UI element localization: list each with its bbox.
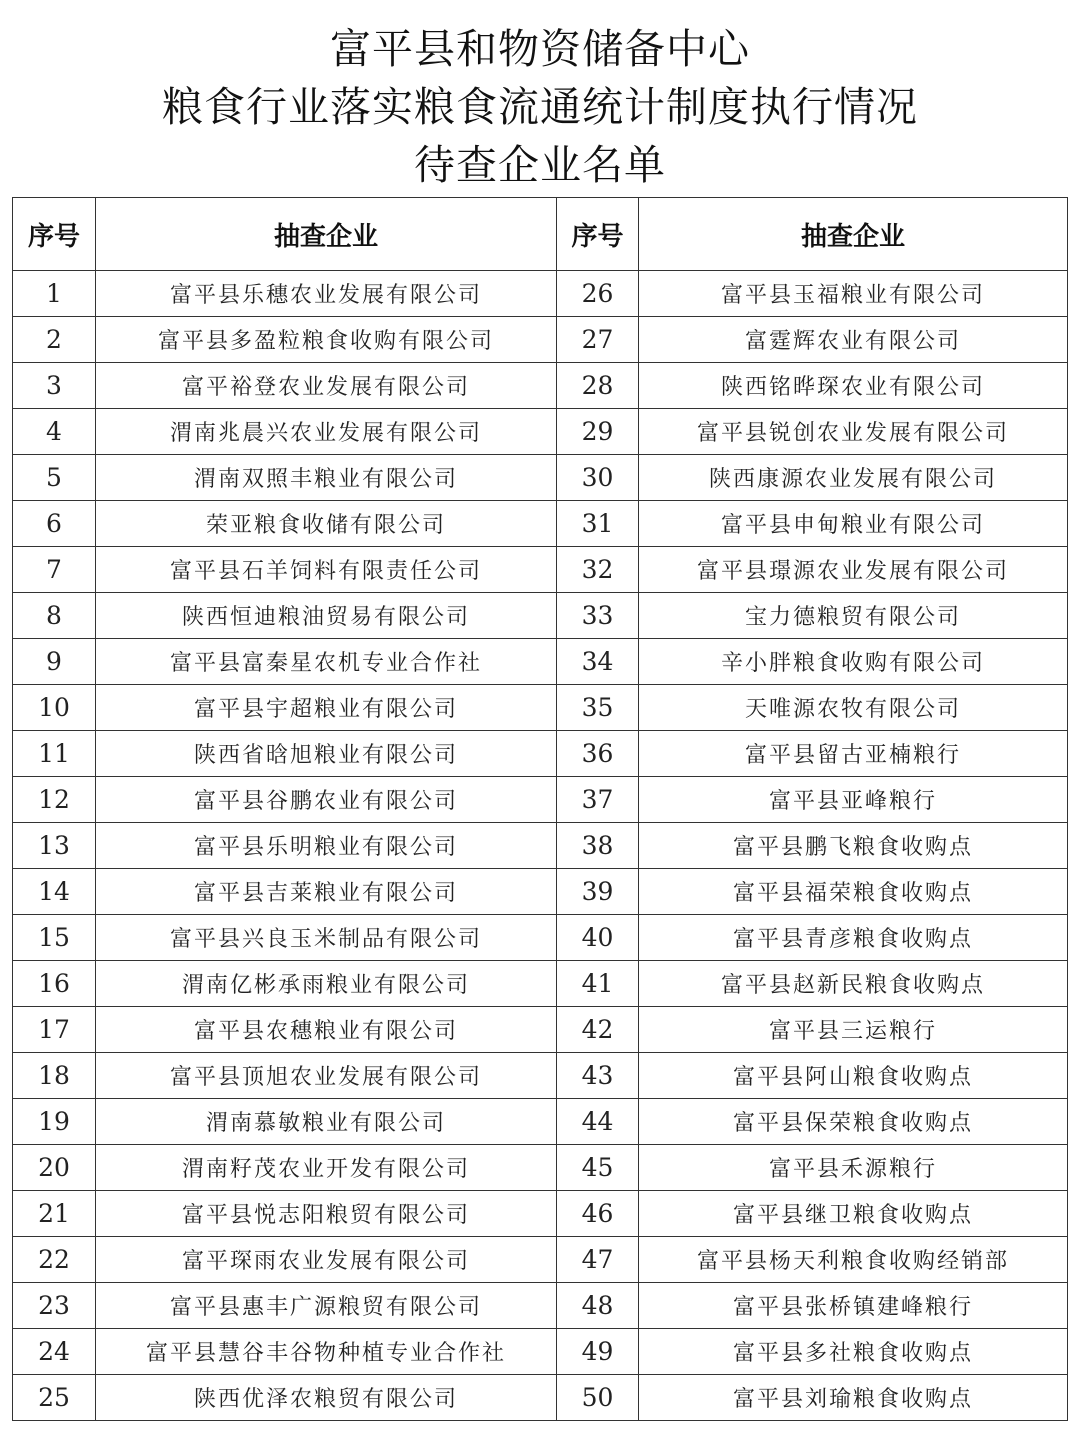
title-line-2: 粮食行业落实粮食流通统计制度执行情况 <box>162 83 918 131</box>
row-company-right: 富平县鹏飞粮食收购点 <box>639 823 1068 869</box>
row-seq-right: 36 <box>557 731 639 777</box>
row-seq-right: 42 <box>557 1007 639 1053</box>
row-company-right: 富平县刘瑜粮食收购点 <box>639 1375 1068 1421</box>
row-company-left: 富平裕登农业发展有限公司 <box>96 363 557 409</box>
row-company-right: 富平县留古亚楠粮行 <box>639 731 1068 777</box>
row-company-left: 富平县吉莱粮业有限公司 <box>96 869 557 915</box>
row-seq-left: 2 <box>13 317 96 363</box>
table-row <box>13 1237 1068 1283</box>
row-company-left: 富平县富秦星农机专业合作社 <box>96 639 557 685</box>
table-row <box>13 317 1068 363</box>
row-company-left: 富平县石羊饲料有限责任公司 <box>96 547 557 593</box>
row-company-left: 渭南亿彬承雨粮业有限公司 <box>96 961 557 1007</box>
row-seq-right: 38 <box>557 823 639 869</box>
row-company-right: 天唯源农牧有限公司 <box>639 685 1068 731</box>
row-company-right: 富平县璟源农业发展有限公司 <box>639 547 1068 593</box>
row-company-right: 富平县阿山粮食收购点 <box>639 1053 1068 1099</box>
row-company-right: 富平县继卫粮食收购点 <box>639 1191 1068 1237</box>
row-company-right: 富平县福荣粮食收购点 <box>639 869 1068 915</box>
row-seq-left: 5 <box>13 455 96 501</box>
row-seq-left: 19 <box>13 1099 96 1145</box>
row-seq-right: 39 <box>557 869 639 915</box>
row-company-right: 富平县申甸粮业有限公司 <box>639 501 1068 547</box>
row-company-right: 富平县多社粮食收购点 <box>639 1329 1068 1375</box>
row-seq-right: 40 <box>557 915 639 961</box>
table-row <box>13 685 1068 731</box>
header-company-right: 抽查企业 <box>639 198 1068 271</box>
enterprise-list-table <box>12 197 1068 1421</box>
row-seq-left: 3 <box>13 363 96 409</box>
header-company-left: 抽查企业 <box>96 198 557 271</box>
row-seq-left: 15 <box>13 915 96 961</box>
table-row <box>13 409 1068 455</box>
row-company-left: 陕西优泽农粮贸有限公司 <box>96 1375 557 1421</box>
table-row <box>13 823 1068 869</box>
row-company-right: 富平县亚峰粮行 <box>639 777 1068 823</box>
row-seq-right: 48 <box>557 1283 639 1329</box>
row-company-left: 富平县多盈粒粮食收购有限公司 <box>96 317 557 363</box>
header-row <box>13 198 1068 271</box>
table-row <box>13 1329 1068 1375</box>
row-company-right: 富平县赵新民粮食收购点 <box>639 961 1068 1007</box>
row-seq-right: 27 <box>557 317 639 363</box>
table-row <box>13 547 1068 593</box>
title-line-3: 待查企业名单 <box>414 141 666 189</box>
row-seq-right: 33 <box>557 593 639 639</box>
table-row <box>13 1145 1068 1191</box>
row-seq-left: 13 <box>13 823 96 869</box>
row-company-right: 富平县杨天利粮食收购经销部 <box>639 1237 1068 1283</box>
row-seq-left: 10 <box>13 685 96 731</box>
row-company-left: 富平县惠丰广源粮贸有限公司 <box>96 1283 557 1329</box>
row-seq-left: 6 <box>13 501 96 547</box>
row-company-left: 富平县慧谷丰谷物种植专业合作社 <box>96 1329 557 1375</box>
row-seq-left: 7 <box>13 547 96 593</box>
row-company-left: 富平琛雨农业发展有限公司 <box>96 1237 557 1283</box>
row-seq-left: 17 <box>13 1007 96 1053</box>
row-company-left: 富平县兴良玉米制品有限公司 <box>96 915 557 961</box>
row-seq-left: 18 <box>13 1053 96 1099</box>
row-company-left: 陕西恒迪粮油贸易有限公司 <box>96 593 557 639</box>
row-seq-left: 9 <box>13 639 96 685</box>
row-seq-right: 28 <box>557 363 639 409</box>
row-seq-left: 21 <box>13 1191 96 1237</box>
table-row <box>13 777 1068 823</box>
table-row <box>13 915 1068 961</box>
header-seq-right: 序号 <box>557 198 639 271</box>
row-seq-right: 41 <box>557 961 639 1007</box>
row-company-left: 富平县乐穗农业发展有限公司 <box>96 271 557 317</box>
row-seq-right: 31 <box>557 501 639 547</box>
row-seq-right: 29 <box>557 409 639 455</box>
table-row <box>13 363 1068 409</box>
row-company-left: 渭南籽茂农业开发有限公司 <box>96 1145 557 1191</box>
row-company-right: 富平县锐创农业发展有限公司 <box>639 409 1068 455</box>
row-seq-right: 30 <box>557 455 639 501</box>
row-company-right: 富平县玉福粮业有限公司 <box>639 271 1068 317</box>
row-company-left: 渭南慕敏粮业有限公司 <box>96 1099 557 1145</box>
row-seq-left: 1 <box>13 271 96 317</box>
row-seq-left: 4 <box>13 409 96 455</box>
row-seq-right: 50 <box>557 1375 639 1421</box>
row-company-left: 富平县农穗粮业有限公司 <box>96 1007 557 1053</box>
table-row <box>13 593 1068 639</box>
row-company-left: 渭南兆晨兴农业发展有限公司 <box>96 409 557 455</box>
row-company-left: 富平县谷鹏农业有限公司 <box>96 777 557 823</box>
title-line-1: 富平县和物资储备中心 <box>330 25 750 73</box>
row-company-left: 富平县宇超粮业有限公司 <box>96 685 557 731</box>
row-company-right: 富霆辉农业有限公司 <box>639 317 1068 363</box>
row-company-left: 富平县乐明粮业有限公司 <box>96 823 557 869</box>
row-seq-left: 14 <box>13 869 96 915</box>
table-row <box>13 961 1068 1007</box>
row-seq-right: 37 <box>557 777 639 823</box>
row-company-right: 富平县禾源粮行 <box>639 1145 1068 1191</box>
table-row <box>13 731 1068 777</box>
header-seq-left: 序号 <box>13 198 96 271</box>
table-row <box>13 1375 1068 1421</box>
row-company-right: 富平县保荣粮食收购点 <box>639 1099 1068 1145</box>
document-title <box>0 20 1080 194</box>
row-seq-left: 11 <box>13 731 96 777</box>
row-company-right: 陕西铭晔琛农业有限公司 <box>639 363 1068 409</box>
table-row <box>13 869 1068 915</box>
row-company-left: 陕西省晗旭粮业有限公司 <box>96 731 557 777</box>
row-company-right: 宝力德粮贸有限公司 <box>639 593 1068 639</box>
row-company-right: 富平县三运粮行 <box>639 1007 1068 1053</box>
table-row <box>13 501 1068 547</box>
row-seq-right: 32 <box>557 547 639 593</box>
row-company-right: 陕西康源农业发展有限公司 <box>639 455 1068 501</box>
table-row <box>13 271 1068 317</box>
row-seq-right: 43 <box>557 1053 639 1099</box>
row-seq-right: 47 <box>557 1237 639 1283</box>
row-seq-left: 24 <box>13 1329 96 1375</box>
row-seq-left: 8 <box>13 593 96 639</box>
row-seq-left: 25 <box>13 1375 96 1421</box>
row-seq-right: 35 <box>557 685 639 731</box>
row-seq-right: 44 <box>557 1099 639 1145</box>
row-seq-left: 12 <box>13 777 96 823</box>
row-company-left: 富平县悦志阳粮贸有限公司 <box>96 1191 557 1237</box>
row-seq-right: 49 <box>557 1329 639 1375</box>
table-row <box>13 455 1068 501</box>
row-seq-left: 22 <box>13 1237 96 1283</box>
row-seq-right: 45 <box>557 1145 639 1191</box>
row-company-left: 富平县顶旭农业发展有限公司 <box>96 1053 557 1099</box>
row-seq-right: 46 <box>557 1191 639 1237</box>
row-company-left: 渭南双照丰粮业有限公司 <box>96 455 557 501</box>
table-row <box>13 1191 1068 1237</box>
table-row <box>13 1099 1068 1145</box>
row-company-right: 富平县张桥镇建峰粮行 <box>639 1283 1068 1329</box>
row-seq-left: 16 <box>13 961 96 1007</box>
table-row <box>13 1053 1068 1099</box>
row-seq-left: 20 <box>13 1145 96 1191</box>
row-company-right: 富平县青彦粮食收购点 <box>639 915 1068 961</box>
table-row <box>13 1007 1068 1053</box>
row-seq-right: 26 <box>557 271 639 317</box>
row-seq-left: 23 <box>13 1283 96 1329</box>
row-company-left: 荣亚粮食收储有限公司 <box>96 501 557 547</box>
row-company-right: 辛小胖粮食收购有限公司 <box>639 639 1068 685</box>
row-seq-right: 34 <box>557 639 639 685</box>
table-row <box>13 639 1068 685</box>
table-row <box>13 1283 1068 1329</box>
